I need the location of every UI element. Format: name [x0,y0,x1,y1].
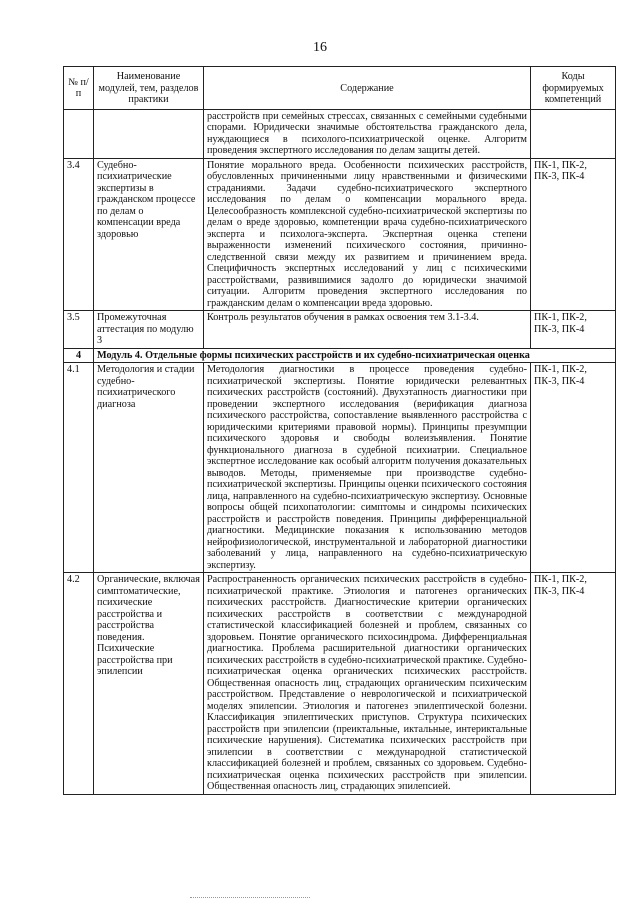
row-name: Методология и стадии судебно-психиатрического диагноза [94,363,204,573]
row-content: Распространенность органических психических расстройств в судебно-психиатрической практике. Этиология и патогенез органических психических расстройств. Диагностические критерии органических психических расстройств в соответствии с международной статистической классификацией болезней и проблем, связанных со здоровьем. Понятие органического психосиндрома. Дифференциальная диагностика. Проблема расширительной диагностики органических психических расстройств в судебно-психиатрической практике. Судебно-психиатрическая оценка органических психических расстройств. Общественная опасность лиц, страдающих органическим психическим расстройством. Представление о неврологической и психиатрической моделях эпилепсии. Этиология и патогенез эпилептической болезни. Классификация эпилептических приступов. Структура психических расстройств при эпилепсии (преиктальные, иктальные, интериктальные психические нарушения). Систематика психических расстройств при эпилепсии в соответствии с международной статистической классификацией болезней и проблем, связанных со здоровьем. Судебно-психиатрическая оценка психических расстройств при эпилепсии. Общественная опасность лиц, страдающих эпилепсией. [204,573,531,795]
row-codes: ПК-1, ПК-2, ПК-3, ПК-4 [531,573,616,795]
row-num: 4.2 [64,573,94,795]
curriculum-table [63,66,616,795]
row-num [64,109,94,158]
header-codes: Коды формируемых компетенций [531,67,616,110]
header-num: № п/п [64,67,94,110]
table-row [64,158,616,311]
table-row [64,363,616,573]
header-content: Содержание [204,67,531,110]
row-codes: ПК-1, ПК-2, ПК-3, ПК-4 [531,311,616,349]
row-codes: ПК-1, ПК-2, ПК-3, ПК-4 [531,363,616,573]
row-codes: ПК-1, ПК-2, ПК-3, ПК-4 [531,158,616,311]
row-codes [531,109,616,158]
table-header-row [64,67,616,110]
row-content: Методология диагностики в процессе проведения судебно-психиатрической экспертизы. Понятие юридически релевантных психических расстройств (состояний). Двухэтапность диагностики при проведении экспертного исследования (верификация диагноза психического расстройства, сопоставление выявленного расстройства с юридическими критериями правовой нормы). Принципы презумпции психического здоровья и свободы волеизъявления. Понятие функционального диагноза в судебной психиатрии. Специальное экспертное исследование как особый алгоритм получения доказательных выводов. Методы, применяемые при производстве судебно-психиатрической экспертизы. Принципы оценки психического состояния лица, направленного на судебно-психиатрическую экспертизу. Основные вопросы общей психопатологии: симптомы и синдромы психических расстройств и расстройств поведения. Принципы дифференциальной диагностики. Медицинские показания к использованию методов нейрофизиологической, инструментальной и лабораторной диагностики заболеваний у лица, направленного на судебно-психиатрическую экспертизу. [204,363,531,573]
table-row [64,573,616,795]
row-name: Органические, включая симптоматические, психические расстройства и расстройства поведения. Психические расстройства при эпилепсии [94,573,204,795]
module-heading-row [64,348,616,363]
row-num: 3.5 [64,311,94,349]
row-name [94,109,204,158]
table-row [64,311,616,349]
row-content: Понятие морального вреда. Особенности психических расстройств, обусловленных причиненными лицу нравственными и физическими страданиями. Задачи судебно-психиатрического экспертного исследования по делам о компенсации морального вреда. Целесообразность комплексной судебно-психиатрической экспертизы по делам о вреде здоровью, компетенции врача судебно-психиатрического эксперта и психолога-эксперта. Экспертная оценка степени выраженности изменений психического состояния, причинно-следственной связи между их развитием и причинением вреда. Специфичность экспертных исследований у лиц с психическими расстройствами, развившимися задолго до юридически значимой ситуации. Алгоритм проведения экспертного исследования по гражданским делам о компенсации вреда здоровью. [204,158,531,311]
header-name: Наименование модулей, тем, разделов практики [94,67,204,110]
row-name: Промежуточная аттестация по модулю 3 [94,311,204,349]
page-number: 16 [313,40,327,55]
table-row [64,109,616,158]
row-content: Контроль результатов обучения в рамках освоения тем 3.1-3.4. [204,311,531,349]
row-num: 4.1 [64,363,94,573]
row-content: расстройств при семейных стрессах, связанных с семейными судебными спорами. Юридически значимые обстоятельства гражданского дела, нуждающиеся в психолого-психиатрической оценке. Алгоритм проведения экспертного исследования по делам защиты детей. [204,109,531,158]
scan-artifact-line [190,897,310,901]
row-name: Судебно-психиатрические экспертизы в гражданском процессе по делам о компенсации вреда здоровью [94,158,204,311]
row-num: 3.4 [64,158,94,311]
module-num: 4 [64,348,94,363]
module-title: Модуль 4. Отдельные формы психических расстройств и их судебно-психиатрическая оценка [94,348,616,363]
